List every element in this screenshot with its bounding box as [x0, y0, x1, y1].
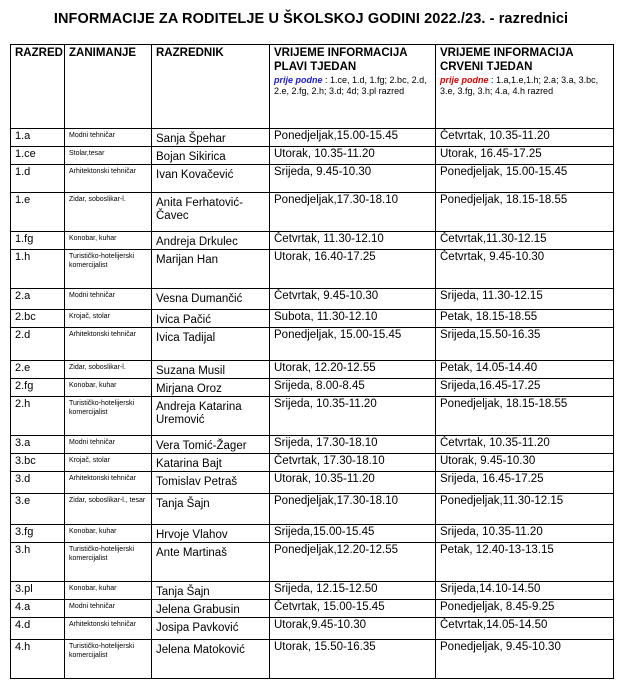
- crveni-note-label: prije podne: [440, 75, 489, 85]
- cell-crveni-tjedan: Utorak, 16.45-17.25: [436, 147, 614, 165]
- cell-crveni-tjedan: Utorak, 9.45-10.30: [436, 454, 614, 472]
- cell-plavi-tjedan: Subota, 11.30-12.10: [270, 310, 436, 328]
- cell-zanimanje: Konobar, kuhar: [65, 525, 152, 543]
- cell-razrednik: Anita Ferhatović-Čavec: [152, 193, 270, 232]
- cell-plavi-tjedan: Srijeda,15.00-15.45: [270, 525, 436, 543]
- cell-plavi-tjedan: Utorak, 12.20-12.55: [270, 361, 436, 379]
- cell-razred: 3.a: [11, 436, 65, 454]
- cell-crveni-tjedan: Srijeda, 11.30-12.15: [436, 289, 614, 310]
- header-razrednik: RAZREDNIK: [152, 45, 270, 129]
- table-row: [11, 361, 614, 379]
- cell-crveni-tjedan: Petak, 12.40-13-13.15: [436, 543, 614, 582]
- cell-razrednik: Jelena Grabusin: [152, 600, 270, 618]
- table-row: [11, 543, 614, 582]
- cell-zanimanje: Krojač, stolar: [65, 310, 152, 328]
- cell-razrednik: Andreja Drkulec: [152, 232, 270, 250]
- cell-zanimanje: Turističko-hotelijerski komercijalist: [65, 397, 152, 436]
- cell-razrednik: Vera Tomić-Žager: [152, 436, 270, 454]
- cell-plavi-tjedan: Utorak, 16.40-17.25: [270, 250, 436, 289]
- cell-crveni-tjedan: Ponedjeljak,11.30-12.15: [436, 494, 614, 525]
- cell-plavi-tjedan: Ponedjeljak,17.30-18.10: [270, 494, 436, 525]
- cell-razrednik: Ivica Pačić: [152, 310, 270, 328]
- cell-razrednik: Ivica Tadijal: [152, 328, 270, 361]
- cell-razred: 1.e: [11, 193, 65, 232]
- table-row: [11, 582, 614, 600]
- cell-plavi-tjedan: Četvrtak, 11.30-12.10: [270, 232, 436, 250]
- plavi-note-text: : 1.ce, 1.d, 1.fg; 2.bc, 2.d, 2.e, 2.fg, 2.h; 3.d; 4d; 3.pl razred: [274, 75, 427, 96]
- table-row: [11, 310, 614, 328]
- cell-zanimanje: Modni tehničar: [65, 436, 152, 454]
- cell-plavi-tjedan: Ponedjeljak,15.00-15.45: [270, 129, 436, 147]
- cell-zanimanje: Stolar,tesar: [65, 147, 152, 165]
- cell-razrednik: Bojan Sikirica: [152, 147, 270, 165]
- cell-zanimanje: Modni tehničar: [65, 600, 152, 618]
- cell-zanimanje: Arhitektonski tehničar: [65, 472, 152, 494]
- cell-zanimanje: Arhitektonski tehničar: [65, 618, 152, 640]
- cell-razrednik: Ante Martinaš: [152, 543, 270, 582]
- table-row: [11, 436, 614, 454]
- cell-plavi-tjedan: Ponedjeljak,17.30-18.10: [270, 193, 436, 232]
- cell-razrednik: Katarina Bajt: [152, 454, 270, 472]
- table-row: [11, 129, 614, 147]
- cell-razred: 4.a: [11, 600, 65, 618]
- cell-zanimanje: Arhitektonski tehničar: [65, 328, 152, 361]
- page-title: INFORMACIJE ZA RODITELJE U ŠKOLSKOJ GODINI 2022./23. - razrednici: [53, 11, 569, 27]
- cell-crveni-tjedan: Ponedjeljak, 15.00-15.45: [436, 165, 614, 193]
- cell-razred: 2.bc: [11, 310, 65, 328]
- table-row: [11, 250, 614, 289]
- table-body: [11, 129, 614, 679]
- cell-crveni-tjedan: Četvrtak,11.30-12.15: [436, 232, 614, 250]
- cell-razrednik: Mirjana Oroz: [152, 379, 270, 397]
- cell-crveni-tjedan: Četvrtak, 10.35-11.20: [436, 129, 614, 147]
- cell-razred: 2.d: [11, 328, 65, 361]
- table-row: [11, 525, 614, 543]
- cell-razrednik: Hrvoje Vlahov: [152, 525, 270, 543]
- cell-plavi-tjedan: Srijeda, 10.35-11.20: [270, 397, 436, 436]
- cell-zanimanje: Modni tehničar: [65, 289, 152, 310]
- cell-crveni-tjedan: Ponedjeljak, 18.15-18.55: [436, 397, 614, 436]
- cell-razred: 1.fg: [11, 232, 65, 250]
- header-zanimanje: ZANIMANJE: [65, 45, 152, 129]
- cell-crveni-tjedan: Srijeda,16.45-17.25: [436, 379, 614, 397]
- header-plavi-title: VRIJEME INFORMACIJA PLAVI TJEDAN: [274, 47, 408, 73]
- cell-razred: 3.h: [11, 543, 65, 582]
- cell-crveni-tjedan: Petak, 18.15-18.55: [436, 310, 614, 328]
- table-row: [11, 328, 614, 361]
- cell-zanimanje: Zidar, soboslikar-l.: [65, 193, 152, 232]
- cell-plavi-tjedan: Srijeda, 9.45-10.30: [270, 165, 436, 193]
- table-row: [11, 379, 614, 397]
- cell-razred: 2.e: [11, 361, 65, 379]
- cell-crveni-tjedan: Srijeda,14.10-14.50: [436, 582, 614, 600]
- cell-razrednik: Tanja Šajn: [152, 582, 270, 600]
- cell-zanimanje: Modni tehničar: [65, 129, 152, 147]
- cell-razred: 1.h: [11, 250, 65, 289]
- cell-zanimanje: Turističko-hotelijerski komercijalist: [65, 543, 152, 582]
- cell-plavi-tjedan: Srijeda, 8.00-8.45: [270, 379, 436, 397]
- cell-zanimanje: Konobar, kuhar: [65, 232, 152, 250]
- cell-plavi-tjedan: Utorak, 10.35-11.20: [270, 472, 436, 494]
- table-row: [11, 193, 614, 232]
- cell-crveni-tjedan: Četvrtak, 9.45-10.30: [436, 250, 614, 289]
- header-plavi-note: [274, 75, 432, 97]
- cell-razrednik: Marijan Han: [152, 250, 270, 289]
- table-row: [11, 147, 614, 165]
- table-row: [11, 640, 614, 679]
- cell-crveni-tjedan: Ponedjeljak, 9.45-10.30: [436, 640, 614, 679]
- cell-razred: 3.pl: [11, 582, 65, 600]
- cell-razrednik: Vesna Dumančić: [152, 289, 270, 310]
- cell-crveni-tjedan: Srijeda,15.50-16.35: [436, 328, 614, 361]
- table-row: [11, 289, 614, 310]
- cell-razrednik: Sanja Špehar: [152, 129, 270, 147]
- header-crveni-tjedan: [436, 45, 614, 129]
- cell-zanimanje: Zidar, soboslikar-l., tesar: [65, 494, 152, 525]
- cell-zanimanje: Turističko-hotelijerski komercijalist: [65, 250, 152, 289]
- cell-razred: 1.ce: [11, 147, 65, 165]
- cell-plavi-tjedan: Četvrtak, 9.45-10.30: [270, 289, 436, 310]
- header-plavi-tjedan: [270, 45, 436, 129]
- cell-crveni-tjedan: Srijeda, 16.45-17.25: [436, 472, 614, 494]
- cell-plavi-tjedan: Srijeda, 12.15-12.50: [270, 582, 436, 600]
- cell-zanimanje: Krojač, stolar: [65, 454, 152, 472]
- cell-plavi-tjedan: Utorak, 10.35-11.20: [270, 147, 436, 165]
- cell-razred: 3.bc: [11, 454, 65, 472]
- cell-plavi-tjedan: Utorak, 15.50-16.35: [270, 640, 436, 679]
- cell-plavi-tjedan: Četvrtak, 15.00-15.45: [270, 600, 436, 618]
- header-crveni-note: [440, 75, 610, 97]
- cell-plavi-tjedan: Ponedjeljak, 15.00-15.45: [270, 328, 436, 361]
- table-row: [11, 232, 614, 250]
- cell-razred: 3.fg: [11, 525, 65, 543]
- cell-plavi-tjedan: Utorak,9.45-10.30: [270, 618, 436, 640]
- cell-zanimanje: Zidar, soboslikar-l.: [65, 361, 152, 379]
- plavi-note-label: prije podne: [274, 75, 323, 85]
- cell-razrednik: Tomislav Petraš: [152, 472, 270, 494]
- cell-plavi-tjedan: Ponedjeljak,12.20-12.55: [270, 543, 436, 582]
- cell-razrednik: Ivan Kovačević: [152, 165, 270, 193]
- cell-razrednik: Jelena Matoković: [152, 640, 270, 679]
- table-row: [11, 600, 614, 618]
- cell-crveni-tjedan: Ponedjeljak, 18.15-18.55: [436, 193, 614, 232]
- schedule-table: [10, 44, 614, 679]
- table-row: [11, 472, 614, 494]
- cell-razrednik: Josipa Pavković: [152, 618, 270, 640]
- cell-razred: 4.h: [11, 640, 65, 679]
- cell-zanimanje: Turističko-hotelijerski komercijalist: [65, 640, 152, 679]
- cell-crveni-tjedan: Četvrtak, 10.35-11.20: [436, 436, 614, 454]
- cell-razred: 1.d: [11, 165, 65, 193]
- cell-razred: 3.d: [11, 472, 65, 494]
- cell-razred: 4.d: [11, 618, 65, 640]
- cell-razrednik: Suzana Musil: [152, 361, 270, 379]
- cell-razred: 1.a: [11, 129, 65, 147]
- table-row: [11, 454, 614, 472]
- table-row: [11, 165, 614, 193]
- cell-crveni-tjedan: Srijeda, 10.35-11.20: [436, 525, 614, 543]
- cell-zanimanje: Arhitektonski tehničar: [65, 165, 152, 193]
- header-crveni-title: VRIJEME INFORMACIJA CRVENI TJEDAN: [440, 47, 574, 73]
- cell-crveni-tjedan: Petak, 14.05-14.40: [436, 361, 614, 379]
- cell-razred: 2.h: [11, 397, 65, 436]
- cell-razrednik: Tanja Šajn: [152, 494, 270, 525]
- cell-plavi-tjedan: Četvrtak, 17.30-18.10: [270, 454, 436, 472]
- cell-zanimanje: Konobar, kuhar: [65, 582, 152, 600]
- cell-razred: 2.fg: [11, 379, 65, 397]
- cell-razred: 2.a: [11, 289, 65, 310]
- header-razred: RAZRED: [11, 45, 65, 129]
- cell-crveni-tjedan: Četvrtak,14.05-14.50: [436, 618, 614, 640]
- cell-razrednik: Andreja Katarina Uremović: [152, 397, 270, 436]
- table-row: [11, 494, 614, 525]
- table-row: [11, 397, 614, 436]
- table-row: [11, 618, 614, 640]
- cell-plavi-tjedan: Srijeda, 17.30-18.10: [270, 436, 436, 454]
- crveni-note-text: : 1.a,1.e,1.h; 2.a; 3.a, 3.bc, 3.e, 3.fg, 3.h; 4.a, 4.h razred: [440, 75, 599, 96]
- cell-zanimanje: Konobar, kuhar: [65, 379, 152, 397]
- cell-razred: 3.e: [11, 494, 65, 525]
- header-row: [11, 45, 614, 129]
- cell-crveni-tjedan: Ponedjeljak, 8.45-9.25: [436, 600, 614, 618]
